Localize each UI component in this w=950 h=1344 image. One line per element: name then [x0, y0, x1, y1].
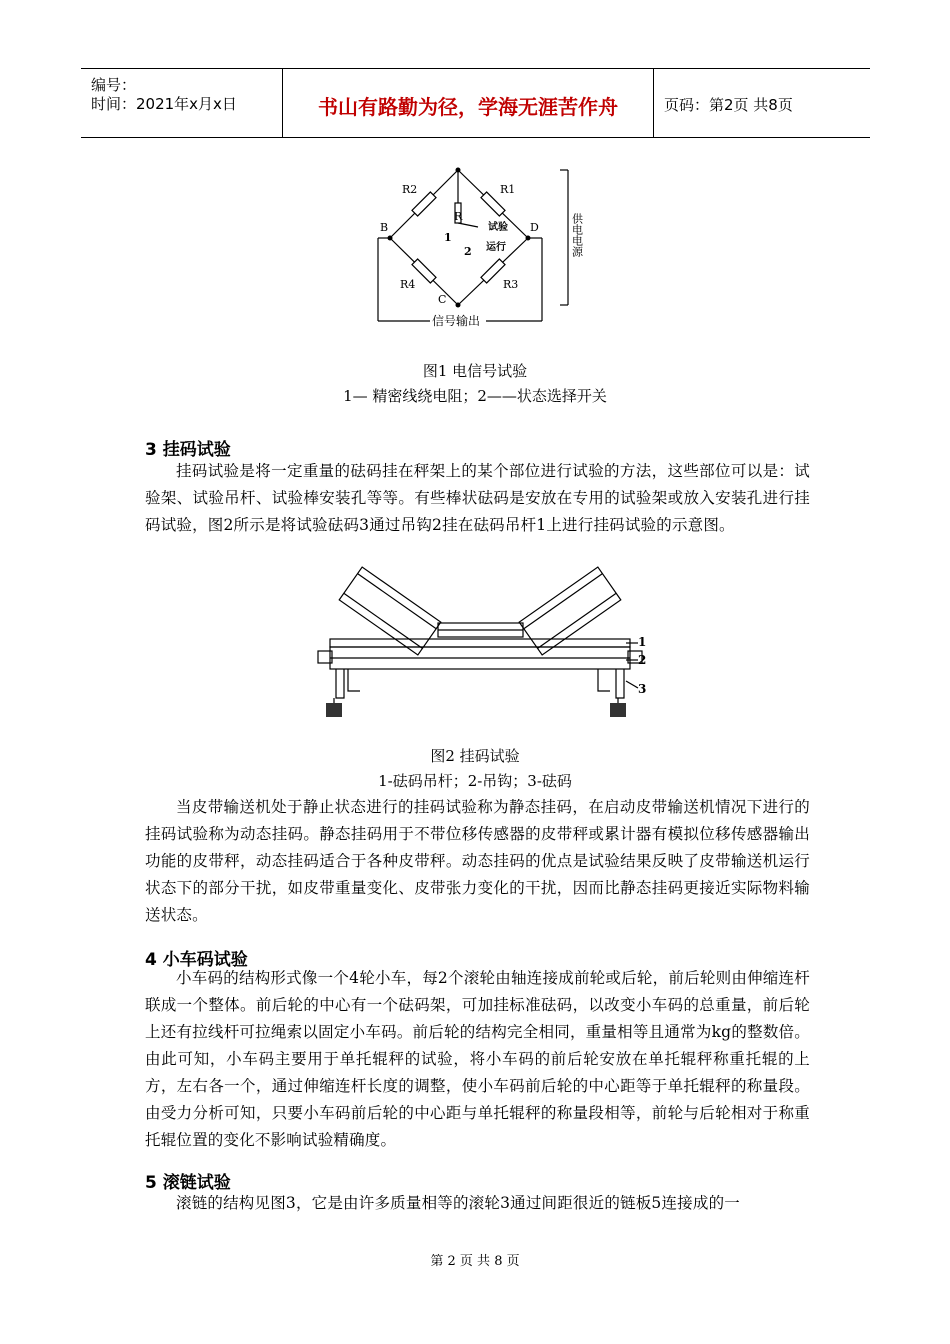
label-signal-output: 信号输出 [432, 314, 481, 328]
section-3-paragraph-2: 当皮带输送机处于静止状态进行的挂码试验称为静态挂码，在启动皮带输送机情况下进行的挂码试验称为动态挂码。静态挂码用于不带位移传感器的皮带秤或累计器有模拟位移传感器输出功能的皮带秤，动态挂码适合于各种皮带秤。动态挂码的优点是试验结果反映了皮带输送机运行状态下的部分干扰，如皮带重量变化、皮带张力变化的干扰，因而比静态挂码更接近实际物料输送状态。 [145, 798, 810, 924]
resistor-r4 [412, 259, 436, 283]
figure-2-caption-title: 图2 挂码试验 [430, 747, 520, 765]
section-3-paragraph-1: 挂码试验是将一定重量的砝码挂在秤架上的某个部位进行试验的方法，这些部位可以是：试验架、试验吊杆、试验棒安装孔等等。有些棒状砝码是安放在专用的试验架或放入安装孔进行挂码试验，图2所示是将试验砝码3通过吊钩2挂在砝码吊杆1上进行挂码试验的示意图。 [145, 462, 810, 534]
label-1: 1 [444, 231, 452, 244]
label-1: 1 [638, 635, 647, 649]
figure-1-caption-legend: 1— 精密线绕电阻；2——状态选择开关 [343, 387, 607, 405]
header-page-cell [654, 69, 870, 137]
label-2: 2 [464, 245, 472, 258]
figure-1-bridge-circuit [370, 163, 590, 328]
label-r2: R2 [402, 183, 418, 196]
label-r: R [454, 210, 463, 223]
figure-2-weight-test [308, 563, 653, 723]
header-motto-cell [283, 69, 654, 137]
section-4-paragraph-1: 小车码的结构形式像一个4轮小车，每2个滚轮由轴连接成前轮或后轮，前后轮则由伸缩连杆联成一个整体。前后轮的中心有一个砝码架，可加挂标准砝码，以改变小车码的总重量，前后轮上还有拉线杆可拉绳索以固定小车码。前后轮的结构完全相同，重量相等且通常为kg的整数倍。由此可知，小车码主要用于单托辊秤的试验，将小车码的前后轮安放在单托辊秤称重托辊的上方，左右各一个，通过伸缩连杆长度的调整，使小车码前后轮的中心距等于单托辊秤的称量段。由受力分析可知，只要小车码前后轮的中心距与单托辊秤的称量段相等，前轮与后轮相对于称重托辊位置的变化不影响试验精确度。 [145, 969, 810, 1149]
label-c: C [438, 293, 447, 306]
label-r4: R4 [400, 278, 416, 291]
label-run: 运行 [486, 242, 506, 253]
section-4-title: 4 小车码试验 [145, 950, 248, 970]
header-date: 时间：2021年x月x日 [91, 95, 237, 113]
label-3: 3 [638, 682, 647, 696]
header-motto: 书山有路勤为径，学海无涯苦作舟 [318, 95, 618, 119]
resistor-r3 [481, 259, 505, 283]
figure-2-caption-legend: 1-砝码吊杆；2-吊钩；3-砝码 [378, 772, 572, 790]
header-serial: 编号： [91, 76, 137, 94]
label-r3: R3 [503, 278, 519, 291]
header-info-cell [81, 69, 283, 137]
section-3-title: 3 挂码试验 [145, 440, 231, 460]
label-2: 2 [638, 653, 647, 667]
header-page-number: 页码：第2页 共8页 [664, 96, 793, 114]
label-power-supply: 供电电源 [570, 213, 584, 257]
section-5-paragraph-1: 滚链的结构见图3，它是由许多质量相等的滚轮3通过间距很近的链板5连接成的一 [176, 1194, 740, 1212]
section-5-title: 5 滚链试验 [145, 1173, 231, 1193]
figure-1-caption-title: 图1 电信号试验 [422, 362, 528, 380]
label-b: B [380, 221, 389, 234]
page-header [81, 68, 870, 138]
label-test: 试验 [488, 222, 508, 233]
label-r1: R1 [500, 183, 516, 196]
label-d: D [530, 221, 539, 234]
page-footer: 第 2 页 共 8 页 [430, 1254, 520, 1269]
